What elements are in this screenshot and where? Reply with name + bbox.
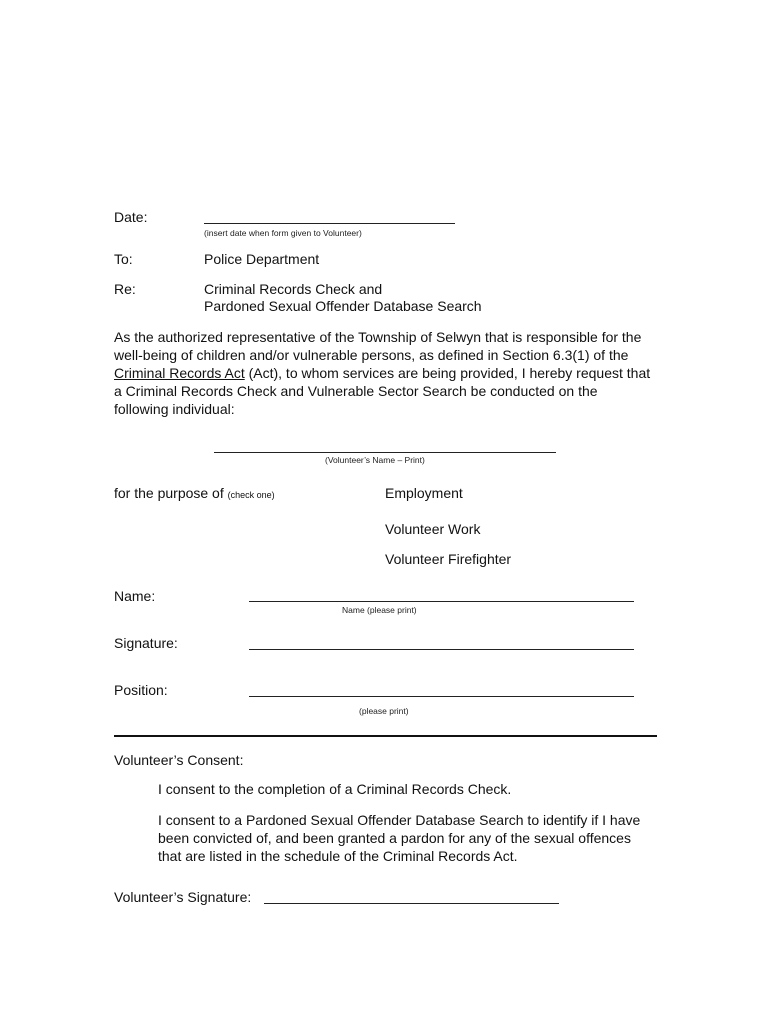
volunteer-signature-field[interactable] — [264, 903, 559, 904]
name-label: Name: — [114, 588, 156, 604]
date-label: Date: — [114, 209, 148, 225]
name-field[interactable] — [249, 601, 634, 602]
consent-heading: Volunteer’s Consent: — [114, 752, 244, 768]
volunteer-signature-label: Volunteer’s Signature: — [114, 889, 252, 905]
name-caption: Name (please print) — [342, 605, 417, 615]
option-volunteer-firefighter[interactable]: Volunteer Firefighter — [385, 551, 512, 567]
consent-item-2: I consent to a Pardoned Sexual Offender Database Search to identify if I have been convicted of, and been granted a pardon for any of the sexual offences that are listed in the schedule of the Criminal Records Act. — [158, 812, 641, 864]
to-label: To: — [114, 251, 133, 267]
section-divider — [114, 735, 657, 737]
criminal-records-act-link: Criminal Records Act — [114, 365, 245, 381]
date-field[interactable] — [204, 223, 455, 224]
position-field[interactable] — [249, 696, 634, 697]
position-caption: (please print) — [359, 706, 409, 716]
intro-text-2: (Act), to whom services are being provided, I hereby request that a Criminal Records Check and Vulnerable Sector Search be conducted on the following individual: — [114, 365, 651, 417]
option-volunteer-work[interactable]: Volunteer Work — [385, 521, 481, 537]
position-label: Position: — [114, 682, 168, 698]
purpose-label-text: for the purpose of — [114, 485, 224, 501]
re-line-2: Pardoned Sexual Offender Database Search — [204, 298, 482, 314]
signature-field[interactable] — [249, 649, 634, 650]
date-note: (insert date when form given to Volunteer) — [204, 228, 362, 238]
option-employment[interactable]: Employment — [385, 485, 463, 501]
intro-text-1: As the authorized representative of the Township of Selwyn that is responsible for the well-being of children and/or vulnerable persons, as defined in Section 6.3(1) of the — [114, 329, 642, 363]
consent-item-1: I consent to the completion of a Criminal Records Check. — [158, 781, 512, 797]
purpose-hint: (check one) — [227, 490, 275, 500]
intro-paragraph — [114, 328, 654, 418]
volunteer-name-field[interactable] — [214, 452, 556, 453]
signature-label: Signature: — [114, 635, 178, 651]
purpose-label — [114, 485, 275, 501]
re-line-1: Criminal Records Check and — [204, 281, 383, 297]
to-value: Police Department — [204, 251, 320, 267]
re-label: Re: — [114, 281, 136, 297]
volunteer-name-caption: (Volunteer’s Name – Print) — [325, 455, 425, 465]
